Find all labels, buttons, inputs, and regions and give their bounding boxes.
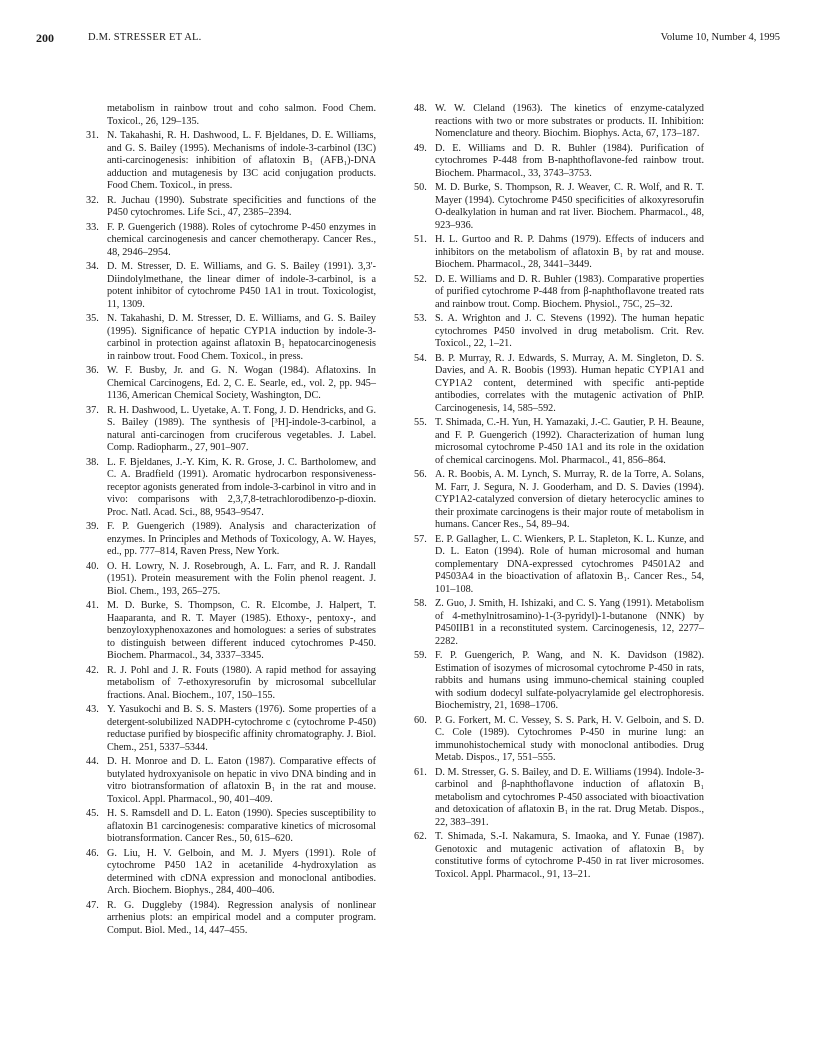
reference-number: 39. <box>86 521 99 532</box>
reference-entry <box>414 831 704 881</box>
reference-entry <box>414 274 704 312</box>
reference-entry <box>86 313 376 363</box>
reference-number: 45. <box>86 808 99 819</box>
right-reference-column <box>414 103 704 883</box>
reference-number: 33. <box>86 221 99 233</box>
reference-entry <box>414 767 704 830</box>
reference-entry <box>414 715 704 765</box>
volume-info: Volume 10, Number 4, 1995 <box>660 32 780 43</box>
reference-text: R. J. Pohl and J. R. Fouts (1980). A rapid method for assaying metabolism of 7-ethoxyresorufin by microsomal subcellular fractions. Anal. Biochem., 107, 150–155. <box>107 664 376 701</box>
reference-entry <box>414 143 704 181</box>
reference-text: O. H. Lowry, N. J. Rosebrough, A. L. Farr, and R. J. Randall (1951). Protein measurement with the Folin phenol reagent. J. Biol. Chem., 193, 265–275. <box>107 560 376 597</box>
reference-text: N. Takahashi, R. H. Dashwood, L. F. Bjeldanes, D. E. Williams, and G. S. Bailey (1995). Mechanisms of indole-3-carbinol (I3C) anti-carcinogenesis: inhibition of aflatoxin B₁ (AFB₁)-DNA adduction and mutagenesis by I3C acid conjugation products. Food Chem. Toxicol., in press. <box>107 130 376 191</box>
reference-number: 37. <box>86 404 99 416</box>
reference-entry <box>414 234 704 272</box>
page-number: 200 <box>36 31 54 45</box>
reference-text: M. D. Burke, S. Thompson, R. J. Weaver, C. R. Wolf, and R. T. Mayer (1994). Cytochrome P450 specificities of alkoxyresorufin O-dealkylation in human and rat liver. Biochem. Pharmacol., 48, 923–936. <box>435 182 704 231</box>
reference-text: S. A. Wrighton and J. C. Stevens (1992). The human hepatic cytochromes P450 involved in drug metabolism. Crit. Rev. Toxicol., 22, 1–21. <box>435 313 704 349</box>
reference-entry <box>86 808 376 846</box>
reference-entry <box>86 756 376 806</box>
reference-entry <box>414 417 704 467</box>
reference-text: P. G. Forkert, M. C. Vessey, S. S. Park, H. V. Gelboin, and S. D. C. Cole (1989). Cytochromes P-450 in murine lung: an immunohistochemical study with monoclonal antibodies. Drug Metab. Dispos., 17, 551–555. <box>435 714 704 763</box>
reference-number: 62. <box>414 831 427 842</box>
reference-entry <box>414 598 704 648</box>
reference-number: 59. <box>414 650 427 661</box>
reference-number: 42. <box>86 664 99 676</box>
reference-text: E. P. Gallagher, L. C. Wienkers, P. L. Stapleton, K. L. Kunze, and D. L. Eaton (1994). Role of human microsomal and human complementary DNA-expressed cytochromes P4501A2 and P4503A4 in the bioactivation of aflatoxin B₁. Cancer Res., 54, 101–108. <box>435 533 704 595</box>
reference-number: 61. <box>414 766 427 778</box>
reference-entry <box>86 848 376 898</box>
reference-number: 31. <box>86 130 99 141</box>
reference-entry <box>86 222 376 260</box>
reference-text: A. R. Boobis, A. M. Lynch, S. Murray, R. de la Torre, A. Solans, M. Farr, J. Segura, N. J. Gooderham, and D. S. Davies (1994). CYP1A2-catalyzed conversion of dietary heterocyclic amines to their proximate carcinogens is their major route of metabolism in humans. Cancer Res., 54, 89–94. <box>435 469 704 530</box>
reference-number: 36. <box>86 365 99 376</box>
reference-entry <box>414 313 704 351</box>
reference-entry <box>86 103 376 128</box>
reference-number: 56. <box>414 469 427 480</box>
reference-number: 35. <box>86 313 99 324</box>
reference-text: D. E. Williams and D. R. Buhler (1984). Purification of cytochromes P-448 from B-naphthoflavone-fed rainbow trout. Biochem. Pharmacol., 33, 3743–3753. <box>435 142 704 179</box>
reference-number: 34. <box>86 261 99 272</box>
reference-text: D. M. Stresser, G. S. Bailey, and D. E. Williams (1994). Indole-3-carbinol and β-naphthoflavone induction of aflatoxin B₁ metabolism and cytochromes P-450 associated with bioactivation and detoxication of aflatoxin B₁ in the rat. Drug Metab. Dispos., 22, 383–391. <box>435 766 704 828</box>
reference-text: G. Liu, H. V. Gelboin, and M. J. Myers (1991). Role of cytochrome P450 1A2 in acetanilide 4-hydroxylation as determined with cDNA expression and monoclonal antibodies. Arch. Biochem. Biophys., 284, 400–406. <box>107 847 376 896</box>
reference-entry <box>86 600 376 663</box>
reference-number: 38. <box>86 456 99 468</box>
reference-number: 57. <box>414 533 427 545</box>
reference-entry <box>86 900 376 938</box>
reference-entry <box>86 665 376 703</box>
reference-text: W. W. Cleland (1963). The kinetics of enzyme-catalyzed reactions with two or more substrates or products. II. Inhibition: Nomenclature and theory. Biochim. Biophys. Acta, 67, 173–187. <box>435 103 704 139</box>
reference-entry <box>414 353 704 416</box>
left-reference-column <box>86 103 376 939</box>
reference-text: T. Shimada, C.-H. Yun, H. Yamazaki, J.-C. Gautier, P. H. Beaune, and F. P. Guengerich (1992). Characterization of human lung microsomal cytochrome P-450 1A1 and its role in the oxidation of chemical carcinogens. Mol. Pharmacol., 41, 856–864. <box>435 417 704 466</box>
page-header <box>36 30 780 46</box>
reference-number: 46. <box>86 847 99 859</box>
reference-entry <box>86 130 376 193</box>
reference-text: T. Shimada, S.-I. Nakamura, S. Imaoka, and Y. Funae (1987). Genotoxic and mutagenic activation of aflatoxin B₁ by constitutive forms of cytochrome P-450 in rat liver microsomes. Toxicol. Appl. Pharmacol., 91, 13–21. <box>435 831 704 880</box>
reference-text: D. H. Monroe and D. L. Eaton (1987). Comparative effects of butylated hydroxyanisole on hepatic in vivo DNA binding and in vitro biotransformation of aflatoxin B₁ in the rat and mouse. Toxicol. Appl. Pharmacol., 90, 401–409. <box>107 756 376 805</box>
reference-number: 55. <box>414 417 427 428</box>
running-head: D.M. STRESSER ET AL. <box>88 32 202 43</box>
reference-text: Y. Yasukochi and B. S. S. Masters (1976). Some properties of a detergent-solubilized NADPH-cytochrome c (cytochrome P-450) reductase purified by biospecific affinity chromatography. J. Biol. Chem., 251, 5337–5344. <box>107 704 376 753</box>
reference-text: R. G. Duggleby (1984). Regression analysis of nonlinear arrhenius plots: an empirical model and a computer program. Comput. Biol. Med., 14, 447–455. <box>107 899 376 936</box>
reference-entry <box>86 704 376 754</box>
reference-entry <box>414 103 704 141</box>
reference-number: 49. <box>414 142 427 154</box>
reference-text: F. P. Guengerich, P. Wang, and N. K. Davidson (1982). Estimation of isozymes of microsomal cytochrome P-450 in rats, rabbits and humans using immuno-chemical staining coupled with sodium dodecyl sulfate-polyacrylamide gel electrophoresis. Biochemistry, 21, 1698–1706. <box>435 650 704 711</box>
reference-text: R. Juchau (1990). Substrate specificities and functions of the P450 cytochromes. Life Sci., 47, 2385–2394. <box>107 194 376 218</box>
reference-entry <box>414 534 704 597</box>
reference-entry <box>86 521 376 559</box>
reference-entry <box>86 365 376 403</box>
reference-number: 58. <box>414 598 427 609</box>
reference-number: 40. <box>86 560 99 572</box>
reference-entry <box>86 261 376 311</box>
reference-text: H. L. Gurtoo and R. P. Dahms (1979). Effects of inducers and inhibitors on the metabolism of aflatoxin B₁ by rat and mouse. Biochem. Pharmacol., 28, 3441–3449. <box>435 234 704 270</box>
reference-number: 51. <box>414 234 427 245</box>
reference-entry <box>414 469 704 532</box>
reference-text: D. E. Williams and D. R. Buhler (1983). Comparative properties of purified cytochrome P-448 from β-naphthoflavone treated rats and rainbow trout. Comp. Biochem. Physiol., 75C, 25–32. <box>435 273 704 310</box>
reference-text: D. M. Stresser, D. E. Williams, and G. S. Bailey (1991). 3,3'-Diindolylmethane, the linear dimer of indole-3-carbinol, is a potent inhibitor of cytochrome P450 1A1 in trout. Toxicologist, 11, 1309. <box>107 261 376 310</box>
reference-entry <box>414 650 704 713</box>
reference-entry <box>86 195 376 220</box>
reference-text: Z. Guo, J. Smith, H. Ishizaki, and C. S. Yang (1991). Metabolism of 4-methylnitrosamino)-1-(3-pyridyl)-1-butanone (NNK) by P450IIB1 in a reconstituted system. Carcinogenesis, 12, 2277–2282. <box>435 598 704 647</box>
reference-number: 54. <box>414 352 427 364</box>
reference-text: metabolism in rainbow trout and coho salmon. Food Chem. Toxicol., 26, 129–135. <box>107 103 376 127</box>
reference-entry <box>86 405 376 455</box>
reference-text: F. P. Guengerich (1988). Roles of cytochrome P-450 enzymes in chemical carcinogenesis and cancer chemotherapy. Cancer Res., 48, 2946–2954. <box>107 221 376 258</box>
reference-number: 41. <box>86 600 99 611</box>
reference-text: F. P. Guengerich (1989). Analysis and characterization of enzymes. In Principles and Methods of Toxicology, A. W. Hayes, ed., pp. 777–814, Raven Press, New York. <box>107 521 376 557</box>
reference-entry <box>86 457 376 520</box>
reference-text: H. S. Ramsdell and D. L. Eaton (1990). Species susceptibility to aflatoxin B1 carcinogenesis: comparative kinetics of microsomal biotransformation. Cancer Res., 50, 615–620. <box>107 808 376 844</box>
reference-text: B. P. Murray, R. J. Edwards, S. Murray, A. M. Singleton, D. S. Davies, and A. R. Boobis (1993). Human hepatic CYP1A1 and CYP1A2 content, determined with specific anti-peptide antibodies, correlates with the mutagenic activation of PhIP. Carcinogenesis, 14, 585–592. <box>435 352 704 414</box>
reference-number: 52. <box>414 273 427 285</box>
reference-number: 48. <box>414 103 427 114</box>
reference-number: 32. <box>86 194 99 206</box>
reference-text: R. H. Dashwood, L. Uyetake, A. T. Fong, J. D. Hendricks, and G. S. Bailey (1989). The synthesis of [³H]-indole-3-carbinol, a natural anti-carcinogen from cruciferous vegetables. J. Label. Comp. Radiopharm., 27, 901–907. <box>107 404 376 453</box>
reference-entry <box>86 561 376 599</box>
reference-number: 47. <box>86 899 99 911</box>
reference-number: 53. <box>414 313 427 324</box>
reference-text: N. Takahashi, D. M. Stresser, D. E. Williams, and G. S. Bailey (1995). Significance of hepatic CYP1A induction by indole-3-carbinol in protection against aflatoxin B₁ hepatocarcinogenesis in rainbow trout. Food Chem. Toxicol., in press. <box>107 313 376 362</box>
reference-number: 44. <box>86 756 99 767</box>
reference-number: 50. <box>414 182 427 193</box>
reference-number: 43. <box>86 704 99 715</box>
reference-text: M. D. Burke, S. Thompson, C. R. Elcombe, J. Halpert, T. Haaparanta, and R. T. Mayer (1985). Ethoxy-, pentoxy-, and benzoyloxyphenoxazones and homologues: a series of substrates to distinguish between different induced cytochromes P-450. Biochem. Pharmacol., 34, 3337–3345. <box>107 600 376 661</box>
reference-entry <box>414 182 704 232</box>
reference-text: W. F. Busby, Jr. and G. N. Wogan (1984). Aflatoxins. In Chemical Carcinogens, Ed. 2, C. E. Searle, ed., vol. 2, pp. 945–1136, American Chemical Society, Washington, DC. <box>107 365 376 401</box>
reference-text: L. F. Bjeldanes, J.-Y. Kim, K. R. Grose, J. C. Bartholomew, and C. A. Bradfield (1991). Aromatic hydrocarbon responsiveness-receptor agonists generated from indole-3-carbinol in vitro and in vivo: comparisons with 2,3,7,8-tetrachlorodibenzo-p-dioxin. Proc. Natl. Acad. Sci., 88, 9543–9547. <box>107 456 376 518</box>
reference-number: 60. <box>414 714 427 726</box>
